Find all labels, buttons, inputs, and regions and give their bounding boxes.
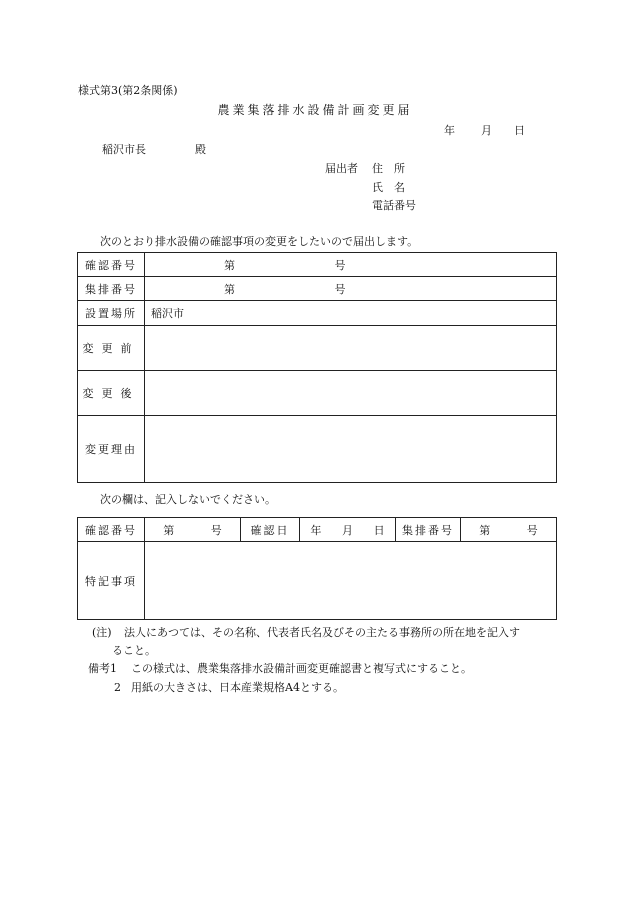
month-text: 月 — [341, 523, 353, 537]
remark-1-label: 備考1 — [88, 662, 117, 675]
remark-1: この様式は、農業集落排水設備計画変更確認書と複写式にすること。 — [131, 662, 472, 675]
table-row — [78, 277, 557, 301]
after-label: 変更後 — [78, 371, 145, 416]
drain-no-value[interactable] — [145, 277, 557, 301]
confirm-no-value[interactable] — [145, 253, 557, 277]
before-value[interactable] — [145, 326, 557, 371]
table-row — [78, 518, 557, 542]
date-month: 月 — [481, 124, 492, 137]
dai-text: 第 — [224, 282, 235, 296]
office-confirm-date-value[interactable] — [300, 518, 396, 542]
reason-value[interactable] — [145, 416, 557, 483]
note-line-1: 法人にあつては、その名称、代表者氏名及びその主たる事務所の所在地を記入す — [124, 626, 520, 639]
table-row — [78, 326, 557, 371]
remark-2: 用紙の大きさは、日本産業規格A4とする。 — [131, 681, 344, 694]
dai-text: 第 — [479, 523, 491, 537]
special-notes-value[interactable] — [145, 542, 557, 620]
go-text: 号 — [526, 523, 538, 537]
main-table — [77, 252, 557, 483]
year-text: 年 — [310, 523, 322, 537]
special-notes-label: 特記事項 — [78, 542, 145, 620]
drain-no-label: 集排番号 — [78, 277, 145, 301]
page-title: 農業集落排水設備計画変更届 — [217, 103, 413, 117]
note-line-2: ること。 — [112, 644, 156, 657]
applicant-address-label: 住 所 — [372, 162, 405, 175]
dai-text: 第 — [163, 523, 175, 537]
go-text: 号 — [210, 523, 222, 537]
addressee-honorific: 殿 — [195, 143, 206, 156]
office-table — [77, 517, 557, 620]
dai-text: 第 — [224, 258, 235, 272]
intro-text: 次のとおり排水設備の確認事項の変更をしたいので届出します。 — [100, 235, 419, 248]
applicant-phone-label: 電話番号 — [372, 199, 416, 212]
office-drain-no-value[interactable] — [461, 518, 557, 542]
table-row — [78, 371, 557, 416]
date-day: 日 — [514, 124, 525, 137]
table-row — [78, 301, 557, 326]
reason-label: 変更理由 — [78, 416, 145, 483]
remark-2-label: 2 — [114, 681, 121, 694]
note-label: (注) — [92, 626, 112, 639]
form-number: 様式第3(第2条関係) — [78, 84, 178, 97]
office-note: 次の欄は、記入しないでください。 — [100, 493, 276, 506]
table-row — [78, 253, 557, 277]
before-label: 変更前 — [78, 326, 145, 371]
applicant-label: 届出者 — [325, 162, 358, 175]
office-confirm-no-value[interactable] — [145, 518, 241, 542]
addressee-mayor: 稲沢市長 — [102, 143, 146, 156]
day-text: 日 — [373, 523, 385, 537]
location-value[interactable] — [145, 301, 557, 326]
office-confirm-date-label: 確認日 — [241, 518, 300, 542]
location-text: 稲沢市 — [151, 307, 184, 320]
office-confirm-no-label: 確認番号 — [78, 518, 145, 542]
applicant-name-label: 氏 名 — [372, 181, 405, 194]
table-row — [78, 416, 557, 483]
go-text: 号 — [334, 282, 346, 296]
after-value[interactable] — [145, 371, 557, 416]
office-drain-no-label: 集排番号 — [396, 518, 461, 542]
go-text: 号 — [334, 258, 346, 272]
confirm-no-label: 確認番号 — [78, 253, 145, 277]
location-label: 設置場所 — [78, 301, 145, 326]
date-year: 年 — [444, 124, 455, 137]
table-row — [78, 542, 557, 620]
